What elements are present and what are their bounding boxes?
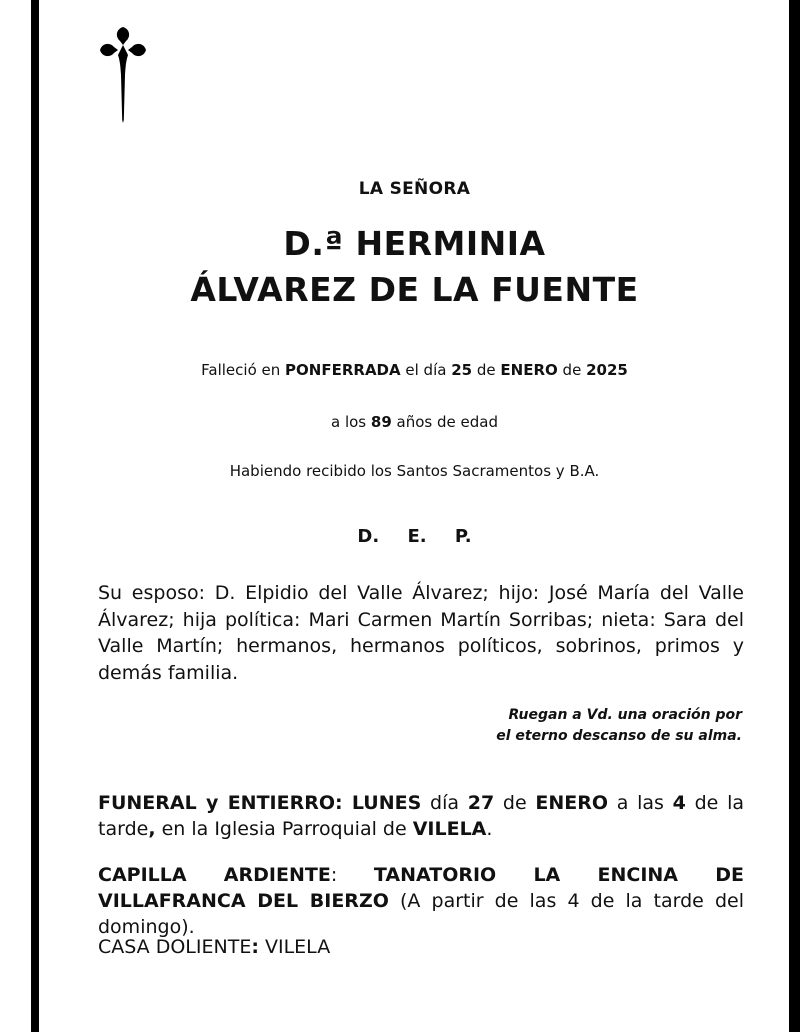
deceased-name-line1: D.ª HERMINIA [283,224,546,263]
deceased-name-line2: ÁLVAREZ DE LA FUENTE [190,270,639,309]
family-text: Su esposo: D. Elpidio del Valle Álvarez; hijo: José María del Valle Álvarez; hija política: Mari Carmen Martín Sorribas; nieta: Sara del Valle Martín; hermanos, hermanos políticos, sobrinos, primos y demás familia. [98,582,744,684]
deceased-title: LA SEÑORA [358,179,471,199]
house-info: CASA DOLIENTE: VILELA [98,936,331,958]
sacraments-text: Habiendo recibido los Santos Sacramentos y B.A. [229,462,600,480]
age-info: a los 89 años de edad [330,413,498,431]
chapel-info: CAPILLA ARDIENTE: TANATORIO LA ENCINA DE VILLAFRANCA DEL BIERZO (A partir de las 4 de la tarde del domingo). [98,864,744,938]
right-border [789,0,800,1032]
left-border [31,0,39,1032]
prayer-request [420,705,742,747]
death-info: Falleció en PONFERRADA el día 25 de ENERO de 2025 [201,361,628,379]
funeral-info: FUNERAL y ENTIERRO: LUNES día 27 de ENERO a las 4 de la tarde, en la Iglesia Parroquial de VILELA. [98,792,744,840]
dep-text: D. E. P. [357,526,472,547]
cross-icon [100,27,146,123]
prayer-line2: el eterno descanso de su alma. [496,728,742,744]
prayer-line1: Ruegan a Vd. una oración por [508,707,742,723]
